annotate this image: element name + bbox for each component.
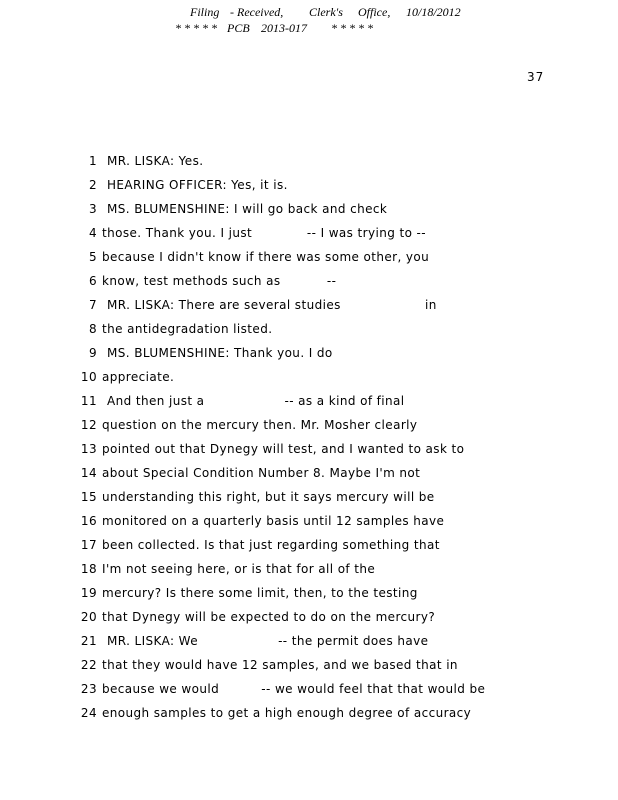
line-text: I'm not seeing here, or is that for all of the [102, 562, 376, 576]
transcript-line [0, 321, 618, 345]
line-text: MR. LISKA: Yes. [107, 154, 204, 168]
line-text: MR. LISKA: There are several studies in [107, 298, 437, 312]
transcript-line [0, 345, 618, 369]
transcript-line [0, 513, 618, 537]
line-text: about Special Condition Number 8. Maybe I'm not [102, 466, 421, 480]
line-text: appreciate. [102, 370, 175, 384]
transcript-line [0, 561, 618, 585]
pcb-label: PCB [227, 21, 250, 35]
line-number: 21 [80, 634, 97, 648]
transcript-line [0, 633, 618, 657]
line-number: 16 [80, 514, 97, 528]
transcript-line [0, 249, 618, 273]
line-text: because I didn't know if there was some other, you [102, 250, 430, 264]
line-text: monitored on a quarterly basis until 12 samples have [102, 514, 445, 528]
transcript-lines [0, 153, 618, 729]
line-number: 14 [80, 466, 97, 480]
line-number: 4 [88, 226, 97, 240]
line-number: 13 [80, 442, 97, 456]
transcript-line [0, 393, 618, 417]
line-text: that they would have 12 samples, and we based that in [102, 658, 458, 672]
line-number: 3 [88, 202, 97, 216]
line-text: that Dynegy will be expected to do on the mercury? [102, 610, 436, 624]
transcript-line [0, 369, 618, 393]
office-label: Office, [358, 5, 391, 19]
received-label: - Received, [230, 5, 284, 19]
transcript-line [0, 465, 618, 489]
line-text: pointed out that Dynegy will test, and I wanted to ask to [102, 442, 465, 456]
line-number: 12 [80, 418, 97, 432]
line-text: MS. BLUMENSHINE: I will go back and check [107, 202, 388, 216]
line-text: know, test methods such as -- [102, 274, 337, 288]
line-text: been collected. Is that just regarding something that [102, 538, 440, 552]
line-number: 17 [80, 538, 97, 552]
filing-date: 10/18/2012 [406, 5, 461, 19]
stars-left: * * * * * [175, 21, 217, 35]
line-text: the antidegradation listed. [102, 322, 273, 336]
line-number: 22 [80, 658, 97, 672]
line-number: 24 [80, 706, 97, 720]
transcript-line [0, 441, 618, 465]
line-number: 6 [88, 274, 97, 288]
line-text: those. Thank you. I just -- I was trying to -- [102, 226, 426, 240]
transcript-line [0, 297, 618, 321]
line-number: 19 [80, 586, 97, 600]
transcript-line [0, 273, 618, 297]
filing-label: Filing [190, 5, 220, 19]
stars-right: * * * * * [331, 21, 373, 35]
transcript-line [0, 417, 618, 441]
filing-stamp-line-1 [0, 4, 618, 20]
line-text: MS. BLUMENSHINE: Thank you. I do [107, 346, 333, 360]
transcript-line [0, 585, 618, 609]
transcript-line [0, 153, 618, 177]
line-number: 9 [88, 346, 97, 360]
line-text: HEARING OFFICER: Yes, it is. [107, 178, 288, 192]
line-text: And then just a -- as a kind of final [107, 394, 405, 408]
line-text: enough samples to get a high enough degree of accuracy [102, 706, 472, 720]
line-number: 10 [80, 370, 97, 384]
line-number: 2 [88, 178, 97, 192]
filing-stamp-header [0, 4, 618, 36]
line-text: question on the mercury then. Mr. Mosher clearly [102, 418, 418, 432]
clerks-label: Clerk's [309, 5, 343, 19]
line-text: because we would -- we would feel that that would be [102, 682, 486, 696]
transcript-line [0, 681, 618, 705]
page-number: 37 [527, 70, 545, 84]
filing-stamp-line-2 [0, 20, 618, 36]
transcript-line [0, 537, 618, 561]
transcript-line [0, 609, 618, 633]
line-number: 20 [80, 610, 97, 624]
line-number: 7 [88, 298, 97, 312]
line-text: understanding this right, but it says mercury will be [102, 490, 435, 504]
docket-number: 2013-017 [261, 21, 307, 35]
line-number: 1 [88, 154, 97, 168]
transcript-line [0, 489, 618, 513]
line-text: mercury? Is there some limit, then, to the testing [102, 586, 418, 600]
line-number: 15 [80, 490, 97, 504]
transcript-line [0, 705, 618, 729]
line-number: 11 [80, 394, 97, 408]
transcript-line [0, 177, 618, 201]
transcript-line [0, 225, 618, 249]
line-number: 5 [88, 250, 97, 264]
transcript-line [0, 201, 618, 225]
line-number: 8 [88, 322, 97, 336]
transcript-line [0, 657, 618, 681]
line-number: 18 [80, 562, 97, 576]
line-number: 23 [80, 682, 97, 696]
line-text: MR. LISKA: We -- the permit does have [107, 634, 429, 648]
